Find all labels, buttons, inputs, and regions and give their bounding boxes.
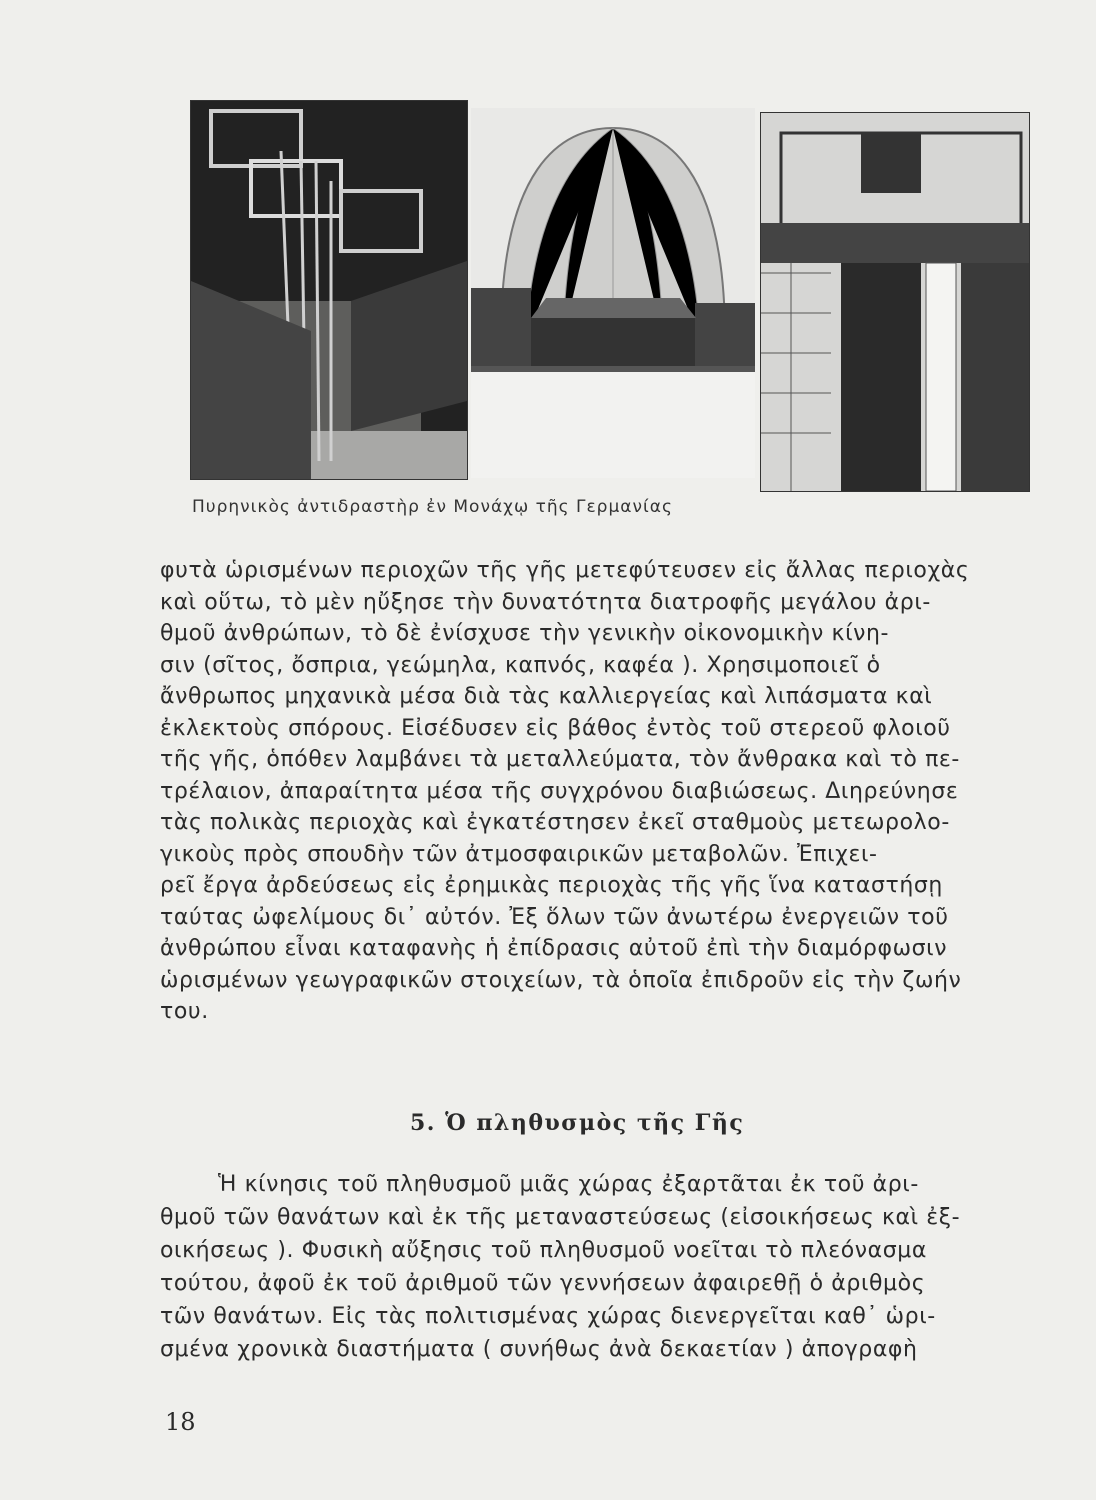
text-line: τὰς πολικὰς περιοχὰς καὶ ἐγκατέστησεν ἐκεῖ σταθμοὺς μετεωρολο- <box>160 810 950 835</box>
text-line: ὡρισμένων γεωγραφικῶν στοιχείων, τὰ ὁποῖα ἐπιδροῦν εἰς τὴν ζωήν <box>160 967 962 993</box>
text-line: καὶ οὕτω, τὸ μὲν ηὔξησε τὴν δυνατότητα διατροφῆς μεγάλου ἀρι- <box>160 589 931 615</box>
reactor-interior-photo <box>190 100 468 480</box>
text-line: τῆς γῆς, ὁπόθεν λαμβάνει τὰ μεταλλεύματα, τὸν ἄνθρακα καὶ τὸ πε- <box>160 747 960 772</box>
text-line: σιν (σῖτος, ὄσπρια, γεώμηλα, καπνός, καφέα ). Χρησιμοποιεῖ ὁ <box>160 652 881 678</box>
text-line: ἀνθρώπου εἶναι καταφανὴς ἡ ἐπίδρασις αὐτοῦ ἐπὶ τὴν διαμόρφωσιν <box>160 936 948 961</box>
text-line: τούτου, ἀφοῦ ἐκ τοῦ ἀριθμοῦ τῶν γεννήσεων ἀφαιρεθῇ ὁ ἀριθμὸς <box>160 1271 926 1296</box>
text-line: ἐκλεκτοὺς σπόρους. Εἰσέδυσεν εἰς βάθος ἐντὸς τοῦ στερεοῦ φλοιοῦ <box>160 715 951 741</box>
text-line: του. <box>160 999 209 1024</box>
section-heading: 5. Ὁ πληθυσμὸς τῆς Γῆς <box>410 1110 745 1136</box>
page-number: 18 <box>165 1408 196 1436</box>
text-line: θμοῦ ἀνθρώπων, τὸ δὲ ἐνίσχυσε τὴν γενικὴν οἰκονομικὴν κίνη- <box>160 621 890 646</box>
text-line: φυτὰ ὡρισμένων περιοχῶν τῆς γῆς μετεφύτευσεν εἰς ἄλλας περιοχὰς <box>160 558 970 583</box>
reactor-pool-photo <box>760 112 1030 492</box>
text-line: ρεῖ ἔργα ἀρδεύσεως εἰς ἐρημικὰς περιοχὰς τῆς γῆς ἵνα καταστήσῃ <box>160 873 943 898</box>
photo-caption: Πυρηνικὸς ἀντιδραστὴρ ἐν Μονάχῳ τῆς Γερμανίας <box>192 497 673 517</box>
body-paragraph-2 <box>160 1168 1040 1366</box>
text-line: ἄνθρωπος μηχανικὰ μέσα διὰ τὰς καλλιεργείας καὶ λιπάσματα καὶ <box>160 684 933 709</box>
text-line: γικοὺς πρὸς σπουδὴν τῶν ἀτμοσφαιρικῶν μεταβολῶν. Ἐπιχει- <box>160 841 878 867</box>
text-line: θμοῦ τῶν θανάτων καὶ ἐκ τῆς μεταναστεύσεως (εἰσοικήσεως καὶ ἐξ- <box>160 1205 961 1230</box>
text-line: σμένα χρονικὰ διαστήματα ( συνήθως ἀνὰ δεκαετίαν ) ἀπογραφὴ <box>160 1337 918 1362</box>
text-line: Ἡ κίνησις τοῦ πληθυσμοῦ μιᾶς χώρας ἐξαρτᾶται ἐκ τοῦ ἀρι- <box>218 1172 919 1197</box>
text-line: τῶν θανάτων. Εἰς τὰς πολιτισμένας χώρας διενεργεῖται καθ᾽ ὡρι- <box>160 1304 936 1329</box>
text-line: τρέλαιον, ἀπαραίτητα μέσα τῆς συγχρόνου διαβιώσεως. Διηρεύνησε <box>160 778 959 804</box>
text-line: ταύτας ὠφελίμους δι᾽ αὐτόν. Ἐξ ὅλων τῶν ἀνωτέρω ἐνεργειῶν τοῦ <box>160 904 949 930</box>
reactor-dome-photo <box>471 108 755 478</box>
body-paragraph <box>160 555 1040 1028</box>
text-line: οικήσεως ). Φυσικὴ αὔξησις τοῦ πληθυσμοῦ νοεῖται τὸ πλεόνασμα <box>160 1238 927 1263</box>
